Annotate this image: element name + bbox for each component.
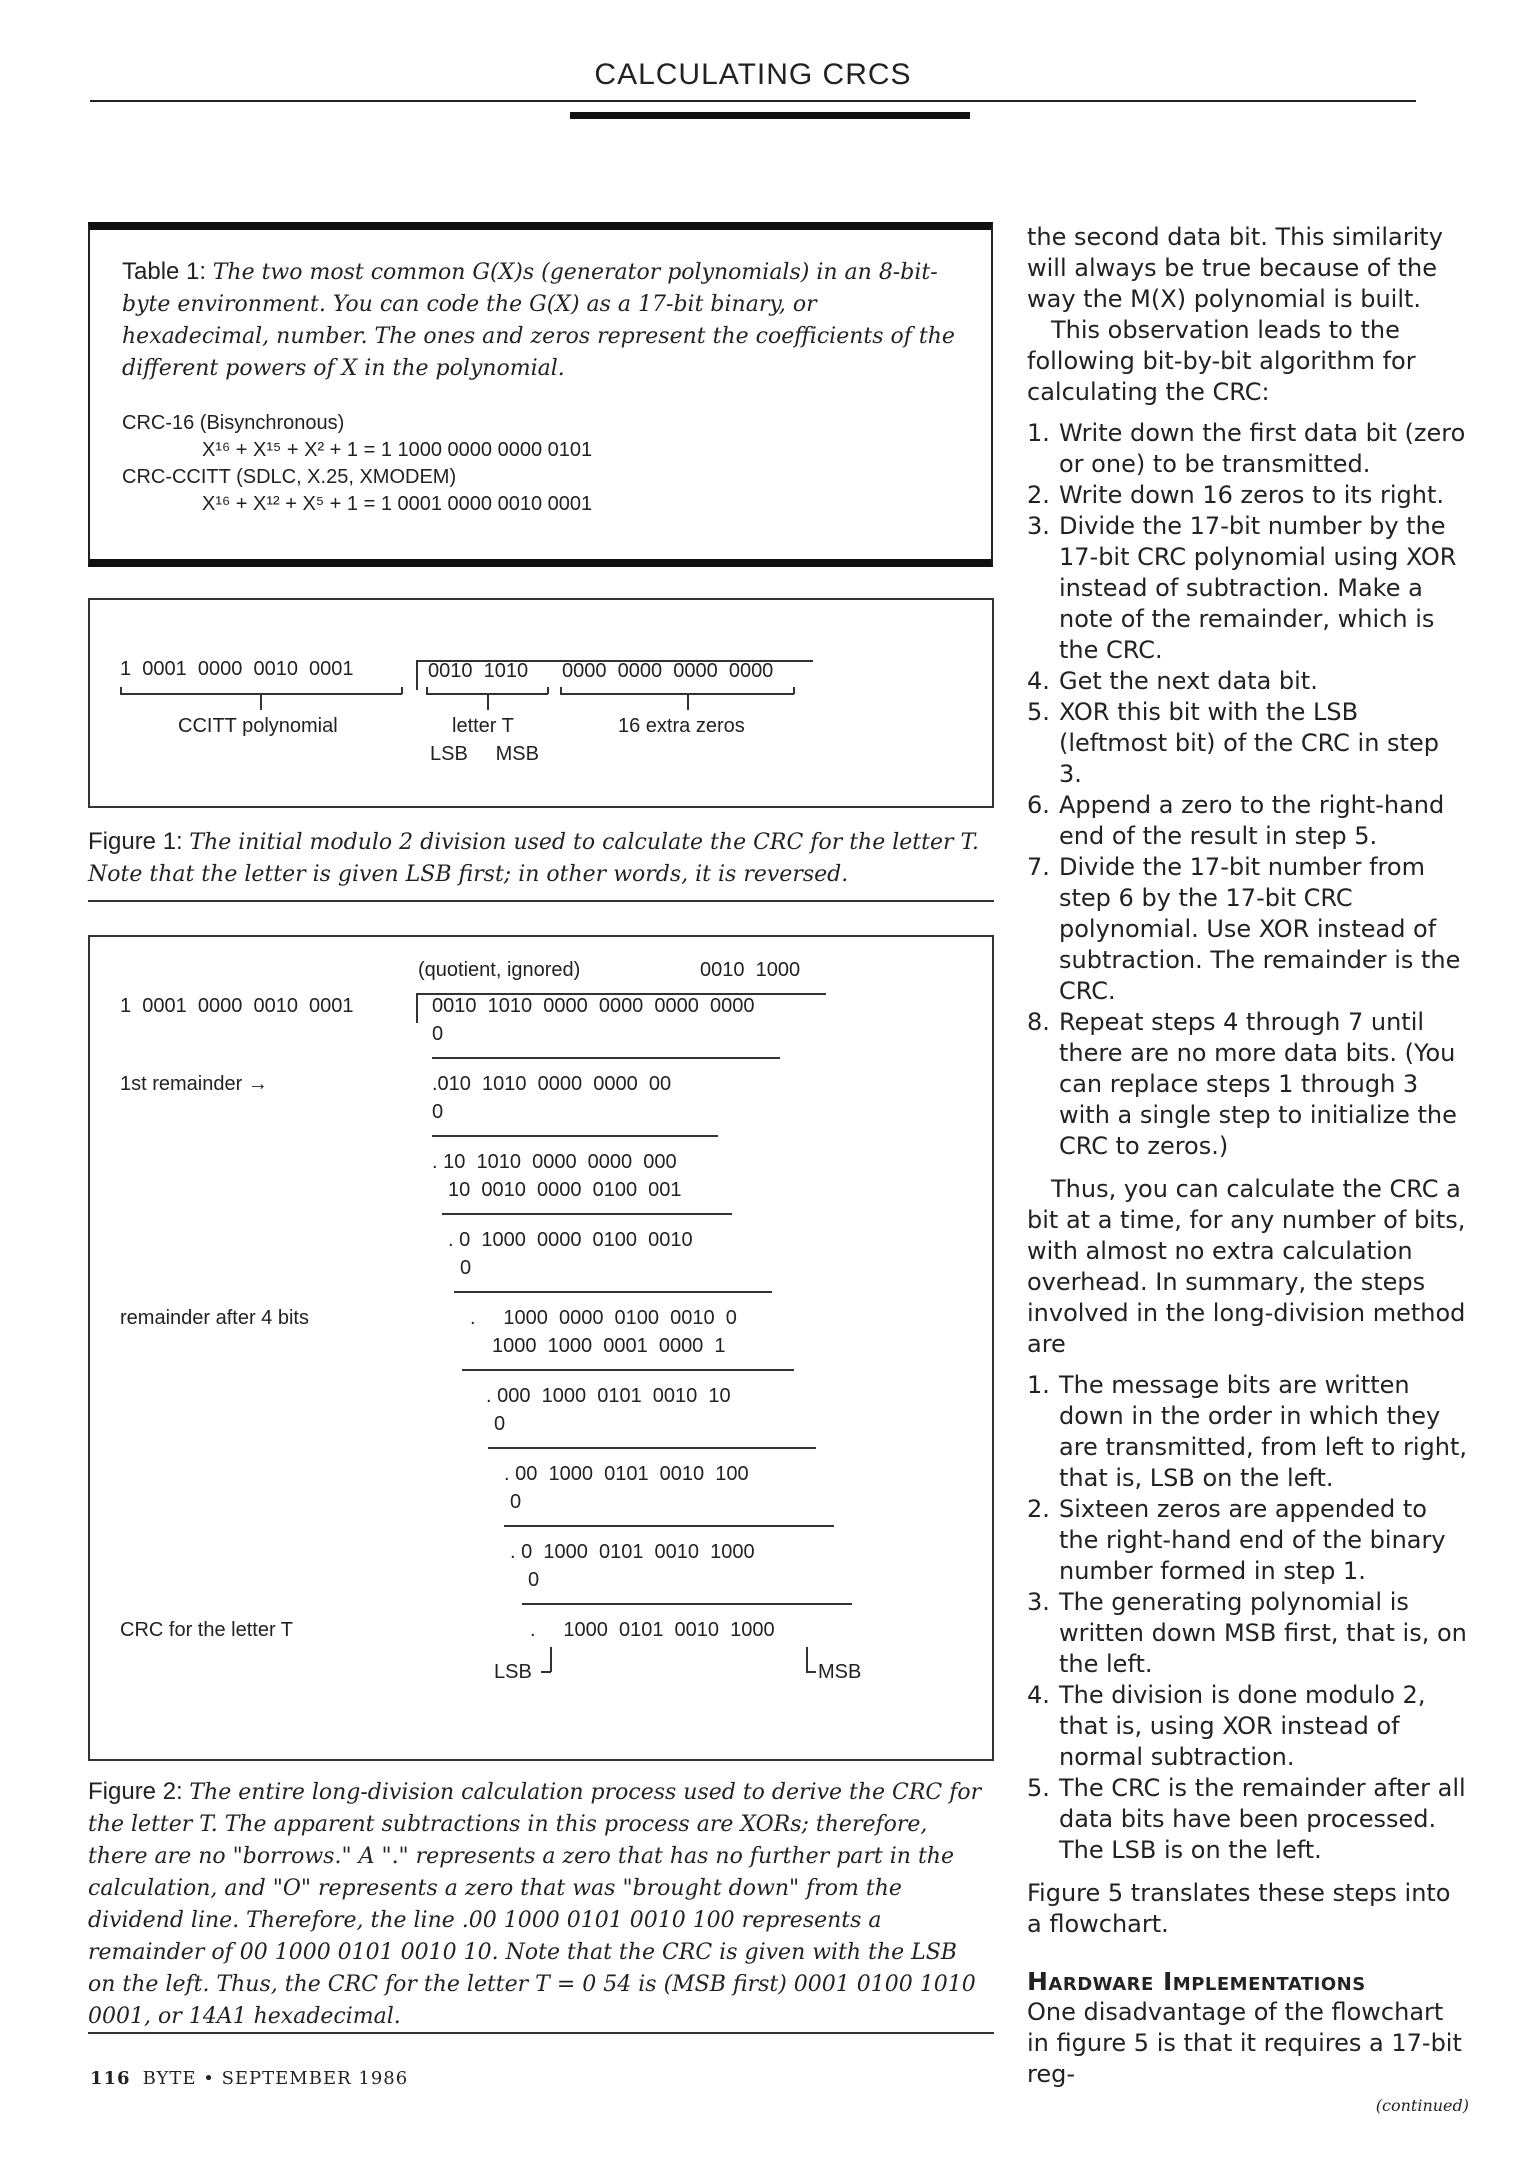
list-item bbox=[1027, 1370, 1469, 1494]
brace-tick bbox=[120, 687, 122, 694]
label-lsb-msb: LSB MSB bbox=[430, 743, 539, 765]
magazine-issue: BYTE • SEPTEMBER 1986 bbox=[142, 2068, 409, 2089]
brace-tick bbox=[560, 687, 562, 694]
label-remainder-after-4-bits: remainder after 4 bits bbox=[120, 1307, 309, 1329]
quotient-label: (quotient, ignored) bbox=[418, 959, 581, 981]
algorithm-steps bbox=[1027, 418, 1469, 1162]
figure-2-caption bbox=[88, 1776, 988, 2032]
remainder-line: . 0 1000 0101 0010 1000 bbox=[510, 1541, 755, 1563]
lsb-label: LSB bbox=[494, 1661, 532, 1683]
figure-2 bbox=[88, 935, 994, 1761]
brace-tick bbox=[426, 687, 428, 694]
zeros-brace bbox=[560, 693, 794, 695]
brace-tick bbox=[793, 687, 795, 694]
list-item bbox=[1027, 790, 1469, 852]
msb-arrow-stem bbox=[806, 1647, 808, 1672]
subtrahend-line: 0 bbox=[494, 1413, 506, 1435]
subtraction-rule bbox=[442, 1213, 732, 1215]
crc16-polynomial: X¹⁶ + X¹⁵ + X² + 1 = 1 1000 0000 0000 0101 bbox=[202, 439, 593, 461]
label-first-remainder: 1st remainder → bbox=[120, 1073, 268, 1095]
step-number: 3. bbox=[1027, 1588, 1050, 1616]
label-crc-for-letter-t: CRC for the letter T bbox=[120, 1619, 294, 1641]
figure-1-caption bbox=[88, 826, 988, 890]
subtrahend-line: 1000 1000 0001 0000 1 bbox=[492, 1335, 726, 1357]
list-item bbox=[1027, 1007, 1469, 1162]
label-letter-t: letter T bbox=[452, 715, 514, 737]
table-1 bbox=[88, 222, 993, 567]
step-text: The message bits are written down in the order in which they are transmitted, from left to right, that is, LSB on the left. bbox=[1059, 1371, 1467, 1492]
brace-stem bbox=[260, 694, 262, 710]
paragraph: One disadvantage of the flowchart in figure 5 is that it requires a 17-bit reg- bbox=[1027, 1998, 1462, 2088]
header-bar bbox=[570, 112, 970, 119]
brace-tick bbox=[401, 687, 403, 694]
figure-1-caption-text: The initial modulo 2 division used to calculate the CRC for the letter T. Note that the letter is given LSB first; in other words, it is reversed. bbox=[88, 830, 979, 887]
figure-1-letter-bits: 0010 1010 bbox=[428, 660, 529, 682]
step-number: 4. bbox=[1027, 667, 1050, 695]
step-text: The generating polynomial is written down MSB first, that is, on the left. bbox=[1059, 1588, 1467, 1678]
step-text: XOR this bit with the LSB (leftmost bit) of the CRC in step 3. bbox=[1059, 698, 1439, 788]
page-number: 116 bbox=[90, 2068, 131, 2089]
paragraph: Figure 5 translates these steps into a flowchart. bbox=[1027, 1879, 1451, 1938]
list-item bbox=[1027, 511, 1469, 666]
step-text: The division is done modulo 2, that is, using XOR instead of normal subtraction. bbox=[1059, 1681, 1426, 1771]
dividend-line: 0010 1010 0000 0000 0000 0000 bbox=[432, 995, 755, 1017]
ccitt-name: CRC-CCITT (SDLC, X.25, XMODEM) bbox=[122, 466, 457, 488]
figure-2-caption-text: The entire long-division calculation process used to derive the CRC for the letter T. The apparent subtractions in this process are XORs; therefore, there are no "borrows." A "." represents a zero that has no further part in the calculation, and "O" represents a zero that was "brought down" from the dividend line. Therefore, the line .00 1000 0101 0010 100 represents a remainder of 00 1000 0101 0010 10. Note that the CRC is given with the LSB on the left. Thus, the CRC for the letter T = 0 54 is (MSB first) 0001 0100 1010 0001, or 14A1 hexadecimal. bbox=[88, 1780, 982, 2029]
remainder-line: . 000 1000 0101 0010 10 bbox=[486, 1385, 731, 1407]
paragraph: the second data bit. This similarity will always be true because of the way the M(X) polynomial is built. bbox=[1027, 223, 1443, 313]
step-text: Write down the first data bit (zero or one) to be transmitted. bbox=[1059, 419, 1466, 478]
subtraction-rule bbox=[462, 1369, 794, 1371]
step-number: 8. bbox=[1027, 1008, 1050, 1036]
subtraction-rule bbox=[522, 1603, 852, 1605]
lsb-arrow-stem bbox=[550, 1647, 552, 1672]
brace-tick bbox=[547, 687, 549, 694]
list-item bbox=[1027, 697, 1469, 790]
figure-2-divisor: 1 0001 0000 0010 0001 bbox=[120, 995, 354, 1017]
step-number: 1. bbox=[1027, 419, 1050, 447]
list-item bbox=[1027, 418, 1469, 480]
subtraction-rule bbox=[454, 1291, 772, 1293]
page-footer bbox=[90, 2068, 408, 2089]
figure-1-rule bbox=[88, 900, 994, 902]
crc-result-line: . 1000 0101 0010 1000 bbox=[530, 1619, 775, 1641]
table-1-label: Table 1: bbox=[122, 258, 207, 285]
subtraction-rule bbox=[432, 1057, 780, 1059]
step-text: The CRC is the remainder after all data bits have been processed. The LSB is on the left. bbox=[1059, 1774, 1466, 1864]
step-number: 7. bbox=[1027, 853, 1050, 881]
step-number: 6. bbox=[1027, 791, 1050, 819]
step-number: 4. bbox=[1027, 1681, 1050, 1709]
table-1-caption-text: The two most common G(X)s (generator polynomials) in an 8-bit-byte environment. You can code the G(X) as a 17-bit binary, or hexadecimal, number. The ones and zeros represent the coefficients of the different powers of X in the polynomial. bbox=[122, 260, 955, 381]
subtrahend-line: 0 bbox=[460, 1257, 472, 1279]
figure-1-divisor: 1 0001 0000 0010 0001 bbox=[120, 658, 354, 680]
brace-stem bbox=[687, 694, 689, 710]
step-number: 3. bbox=[1027, 512, 1050, 540]
quotient-value: 0010 1000 bbox=[700, 959, 801, 981]
crc16-name: CRC-16 (Bisynchronous) bbox=[122, 412, 345, 434]
division-bracket bbox=[416, 660, 418, 690]
step-text: Divide the 17-bit number from step 6 by the 17-bit CRC polynomial. Use XOR instead of subtraction. The remainder is the CRC. bbox=[1059, 853, 1461, 1005]
body-text-column bbox=[1027, 222, 1469, 2121]
figure-2-rule bbox=[88, 2032, 994, 2034]
label-16-extra-zeros: 16 extra zeros bbox=[618, 715, 745, 737]
figure-1-label: Figure 1: bbox=[88, 828, 183, 855]
brace-stem bbox=[487, 694, 489, 710]
summary-steps bbox=[1027, 1370, 1469, 1866]
list-item bbox=[1027, 666, 1469, 697]
list-item bbox=[1027, 852, 1469, 1007]
paragraph: This observation leads to the following bit-by-bit algorithm for calculating the CRC: bbox=[1027, 316, 1416, 406]
section-heading: Hardware Implementations bbox=[1027, 1967, 1366, 1996]
subtrahend-line: 10 0010 0000 0100 001 bbox=[448, 1179, 682, 1201]
list-item bbox=[1027, 1494, 1469, 1587]
step-text: Repeat steps 4 through 7 until there are no more data bits. (You can replace steps 1 through 3 with a single step to initialize the CRC to zeros.) bbox=[1059, 1008, 1457, 1160]
header-rule bbox=[90, 100, 1416, 102]
paragraph: Thus, you can calculate the CRC a bit at a time, for any number of bits, with almost no extra calculation overhead. In summary, the steps involved in the long-division method are bbox=[1027, 1175, 1466, 1358]
running-header: CALCULATING CRCS bbox=[594, 58, 912, 91]
subtrahend-line: 0 bbox=[432, 1023, 444, 1045]
step-number: 2. bbox=[1027, 481, 1050, 509]
step-text: Divide the 17-bit number by the 17-bit CRC polynomial using XOR instead of subtraction. Make a note of the remainder, which is the CRC. bbox=[1059, 512, 1457, 664]
subtraction-rule bbox=[488, 1447, 816, 1449]
subtrahend-line: 0 bbox=[432, 1101, 444, 1123]
step-number: 2. bbox=[1027, 1495, 1050, 1523]
remainder-line: . 10 1010 0000 0000 000 bbox=[432, 1151, 677, 1173]
list-item bbox=[1027, 1773, 1469, 1866]
subtraction-rule bbox=[504, 1525, 834, 1527]
continued-note: (continued) bbox=[1375, 2096, 1469, 2115]
step-text: Append a zero to the right-hand end of the result in step 5. bbox=[1059, 791, 1445, 850]
msb-arrow bbox=[806, 1671, 816, 1673]
msb-label: MSB bbox=[818, 1661, 862, 1683]
remainder-line: .010 1010 0000 0000 00 bbox=[432, 1073, 672, 1095]
ccitt-polynomial: X¹⁶ + X¹² + X⁵ + 1 = 1 0001 0000 0010 0001 bbox=[202, 493, 593, 515]
step-text: Get the next data bit. bbox=[1059, 667, 1318, 695]
remainder-line: . 1000 0000 0100 0010 0 bbox=[470, 1307, 737, 1329]
step-text: Write down 16 zeros to its right. bbox=[1059, 481, 1445, 509]
remainder-line: . 00 1000 0101 0010 100 bbox=[504, 1463, 749, 1485]
step-number: 1. bbox=[1027, 1371, 1050, 1399]
figure-1 bbox=[88, 598, 994, 808]
subtrahend-line: 0 bbox=[528, 1569, 540, 1591]
step-number: 5. bbox=[1027, 698, 1050, 726]
division-bracket bbox=[416, 993, 418, 1023]
label-ccitt-polynomial: CCITT polynomial bbox=[178, 715, 338, 737]
list-item bbox=[1027, 1587, 1469, 1680]
step-number: 5. bbox=[1027, 1774, 1050, 1802]
figure-1-zero-bits: 0000 0000 0000 0000 bbox=[562, 660, 774, 682]
subtraction-rule bbox=[432, 1135, 718, 1137]
table-1-caption bbox=[122, 256, 962, 384]
remainder-line: . 0 1000 0000 0100 0010 bbox=[448, 1229, 693, 1251]
subtrahend-line: 0 bbox=[510, 1491, 522, 1513]
figure-2-label: Figure 2: bbox=[88, 1778, 183, 1805]
list-item bbox=[1027, 1680, 1469, 1773]
list-item bbox=[1027, 480, 1469, 511]
step-text: Sixteen zeros are appended to the right-hand end of the binary number formed in step 1. bbox=[1059, 1495, 1446, 1585]
